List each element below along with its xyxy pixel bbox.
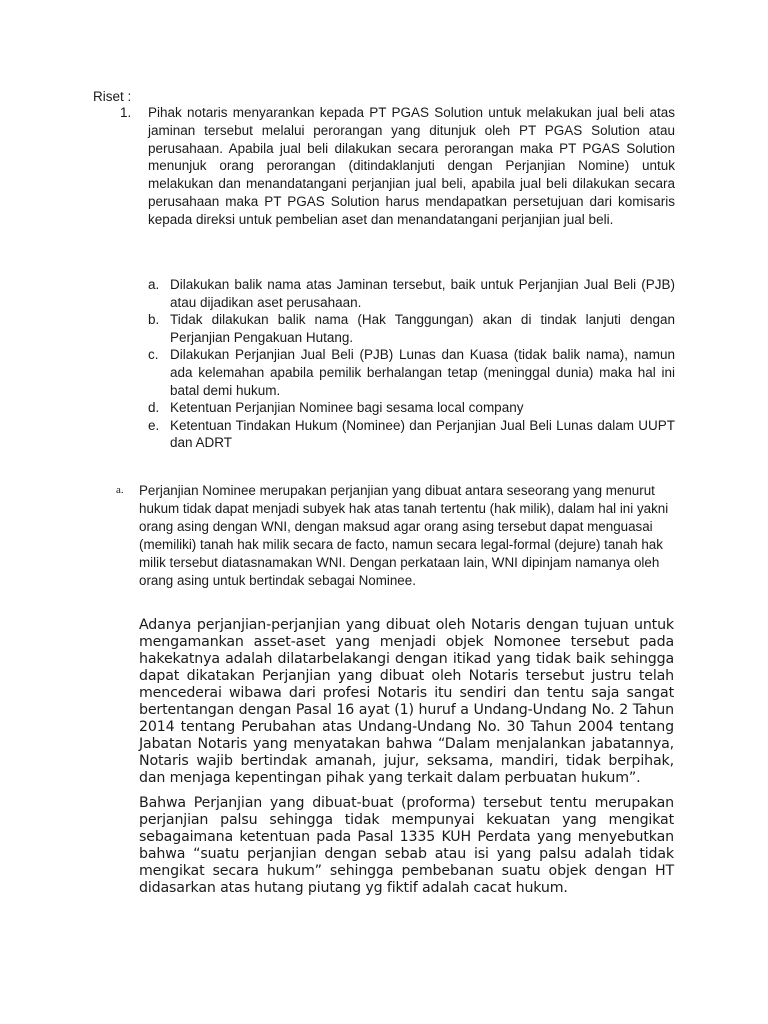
list-item-marker: c. <box>148 347 159 363</box>
nominee-definition-marker: a. <box>116 484 124 496</box>
numbered-item-1 <box>120 104 675 229</box>
list-item-marker: d. <box>148 400 160 416</box>
list-item-marker: e. <box>148 417 160 433</box>
list-item-c <box>148 346 675 399</box>
list-item-marker: b. <box>148 312 160 328</box>
list-item-text: Ketentuan Perjanjian Nominee bagi sesama local company <box>170 400 524 416</box>
alpha-list <box>148 276 675 452</box>
riset-heading: Riset : <box>93 89 132 104</box>
body-paragraph-2: Bahwa Perjanjian yang dibuat-buat (proforma) tersebut tentu merupakan perjanjian palsu sehingga tidak mempunyai kekuatan yang mengikat sebagaimana ketentuan pada Pasal 1335 KUH Perdata yang menyebutkan bahwa “suatu perjanjian dengan sebab atau isi yang palsu adalah tidak mengikat secara hukum” sehingga pembebanan suatu objek dengan HT didasarkan atas hutang piutang yg fiktif adalah cacat hukum. <box>139 795 674 896</box>
list-item-text: Dilakukan Perjanjian Jual Beli (PJB) Lunas dan Kuasa (tidak balik nama), namun ada kelemahan apabila pemilik berhalangan tetap (meninggal dunia) maka hal ini batal demi hukum. <box>170 347 675 398</box>
list-item-marker: a. <box>148 277 160 292</box>
list-item-d <box>148 399 675 417</box>
list-item-e <box>148 417 675 452</box>
list-item-a <box>148 276 675 311</box>
numbered-item-marker: 1. <box>120 105 132 120</box>
list-item-b <box>148 311 675 346</box>
list-item-text: Dilakukan balik nama atas Jaminan tersebut, baik untuk Perjanjian Jual Beli (PJB) atau dijadikan aset perusahaan. <box>170 277 675 310</box>
nominee-definition-item <box>116 482 676 590</box>
list-item-text: Tidak dilakukan balik nama (Hak Tanggungan) akan di tindak lanjuti dengan Perjanjian Pengakuan Hutang. <box>170 312 675 345</box>
numbered-item-text: Pihak notaris menyarankan kepada PT PGAS Solution untuk melakukan jual beli atas jaminan tersebut melalui perorangan yang ditunjuk oleh PT PGAS Solution atau perusahaan. Apabila jual beli dilakukan secara perorangan maka PT PGAS Solution menunjuk orang perorangan (ditindaklanjuti dengan Perjanjian Nomine) untuk melakukan dan menandatangani perjanjian jual beli, apabila jual beli dilakukan secara perusahaan maka PT PGAS Solution harus mendapatkan persetujuan dari komisaris kepada direksi untuk pembelian aset dan menandatangani perjanjian jual beli. <box>148 105 675 227</box>
nominee-definition-text: Perjanjian Nominee merupakan perjanjian yang dibuat antara seseorang yang menurut hukum tidak dapat menjadi subyek hak atas tanah tertentu (hak milik), dalam hal ini yakni orang asing dengan WNI, dengan maksud agar orang asing tersebut dapat menguasai (memiliki) tanah hak milik secara de facto, namun secara legal-formal (dejure) tanah hak milik tersebut diatasnamakan WNI. Dengan perkataan lain, WNI dipinjam namanya oleh orang asing untuk bertindak sebagai Nominee. <box>139 483 669 588</box>
list-item-text: Ketentuan Tindakan Hukum (Nominee) dan Perjanjian Jual Beli Lunas dalam UUPT dan ADRT <box>170 417 675 451</box>
body-paragraph-1: Adanya perjanjian-perjanjian yang dibuat oleh Notaris dengan tujuan untuk mengamankan asset-aset yang menjadi objek Nomonee tersebut pada hakekatnya adalah dilatarbelakangi dengan itikad yang tidak baik sehingga dapat dikatakan Perjanjian yang dibuat oleh Notaris tersebut justru telah mencederai wibawa dari profesi Notaris itu sendiri dan tentu saja sangat bertentangan dengan Pasal 16 ayat (1) huruf a Undang-Undang No. 2 Tahun 2014 tentang Perubahan atas Undang-Undang No. 30 Tahun 2004 tentang Jabatan Notaris yang menyatakan bahwa “Dalam menjalankan jabatannya, Notaris wajib bertindak amanah, jujur, seksama, mandiri, tidak berpihak, dan menjaga kepentingan pihak yang terkait dalam perbuatan hukum”. <box>139 617 674 786</box>
